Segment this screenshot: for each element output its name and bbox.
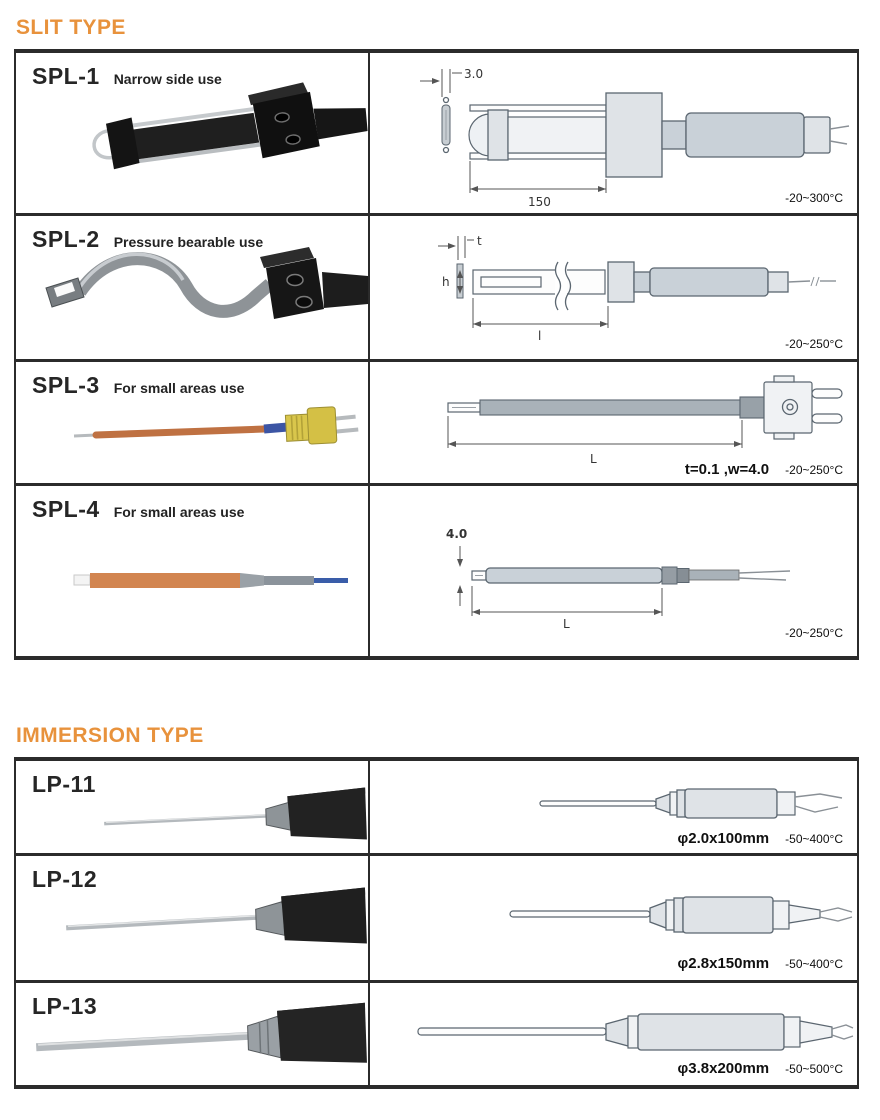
spec-label: φ2.0x100mm — [677, 830, 770, 847]
use-label: Narrow side use — [113, 71, 222, 87]
section-slit-type — [14, 16, 866, 660]
temp-range: -50~500°C — [785, 1062, 843, 1076]
model-label: SPL-1 — [32, 63, 100, 89]
spl2-diagram — [370, 216, 857, 359]
lp11-diagram-cell — [370, 761, 857, 853]
model-label: LP-12 — [32, 866, 98, 892]
lp13-product-cell — [16, 983, 370, 1085]
use-label: Pressure bearable use — [113, 234, 264, 250]
temp-range: -20~250°C — [785, 626, 843, 640]
spl2-diagram-cell — [370, 216, 857, 359]
spl1-diagram — [370, 53, 857, 213]
temp-range: -20~250°C — [785, 463, 843, 477]
immersion-table — [14, 757, 859, 1089]
lp12-diagram-cell — [370, 856, 857, 980]
table-row-spl1 — [16, 53, 857, 213]
spl1-dim-width: 3.0 — [464, 67, 484, 81]
spl3-dim-L: L — [590, 452, 597, 466]
spl1-product-cell — [16, 53, 370, 213]
spl4-dim-width: 4.0 — [446, 527, 468, 541]
spl2-dim-h: h — [442, 275, 450, 289]
section-immersion-type — [14, 724, 866, 1089]
spl4-diagram-cell — [370, 486, 857, 656]
table-row-lp11 — [16, 761, 857, 853]
model-label: SPL-4 — [32, 496, 100, 522]
lp13-diagram-cell — [370, 983, 857, 1085]
model-label: SPL-3 — [32, 372, 100, 398]
spl3-product-cell — [16, 362, 370, 483]
lp12-product-cell — [16, 856, 370, 980]
temp-range: -50~400°C — [785, 957, 843, 971]
use-label: For small areas use — [113, 380, 245, 396]
spl2-dim-l: l — [538, 329, 542, 343]
spl1-dim-length: 150 — [528, 195, 551, 209]
spl4-product-cell — [16, 486, 370, 656]
temp-range: -50~400°C — [785, 832, 843, 846]
model-label: LP-13 — [32, 993, 98, 1019]
table-row-spl4 — [16, 483, 857, 656]
model-label: LP-11 — [32, 771, 96, 797]
spec-label: t=0.1 ,w=4.0 — [684, 461, 770, 478]
slit-table — [14, 49, 859, 660]
spl1-diagram-cell — [370, 53, 857, 213]
model-label: SPL-2 — [32, 226, 100, 252]
temp-range: -20~250°C — [785, 337, 843, 351]
table-row-lp12 — [16, 853, 857, 980]
use-label: For small areas use — [113, 504, 245, 520]
spec-label: φ2.8x150mm — [677, 955, 770, 972]
table-row-spl2 — [16, 213, 857, 359]
spl4-diagram — [370, 486, 857, 656]
spl2-product-cell — [16, 216, 370, 359]
table-row-spl3 — [16, 359, 857, 483]
lp11-product-cell — [16, 761, 370, 853]
section-title-slit: SLIT TYPE — [16, 16, 126, 39]
table-row-lp13 — [16, 980, 857, 1085]
section-title-immersion: IMMERSION TYPE — [16, 724, 204, 747]
spec-label: φ3.8x200mm — [677, 1060, 770, 1077]
spl3-diagram-cell — [370, 362, 857, 483]
spl4-dim-L: L — [563, 617, 570, 631]
temp-range: -20~300°C — [785, 191, 843, 205]
spl2-dim-t: t — [477, 234, 482, 248]
